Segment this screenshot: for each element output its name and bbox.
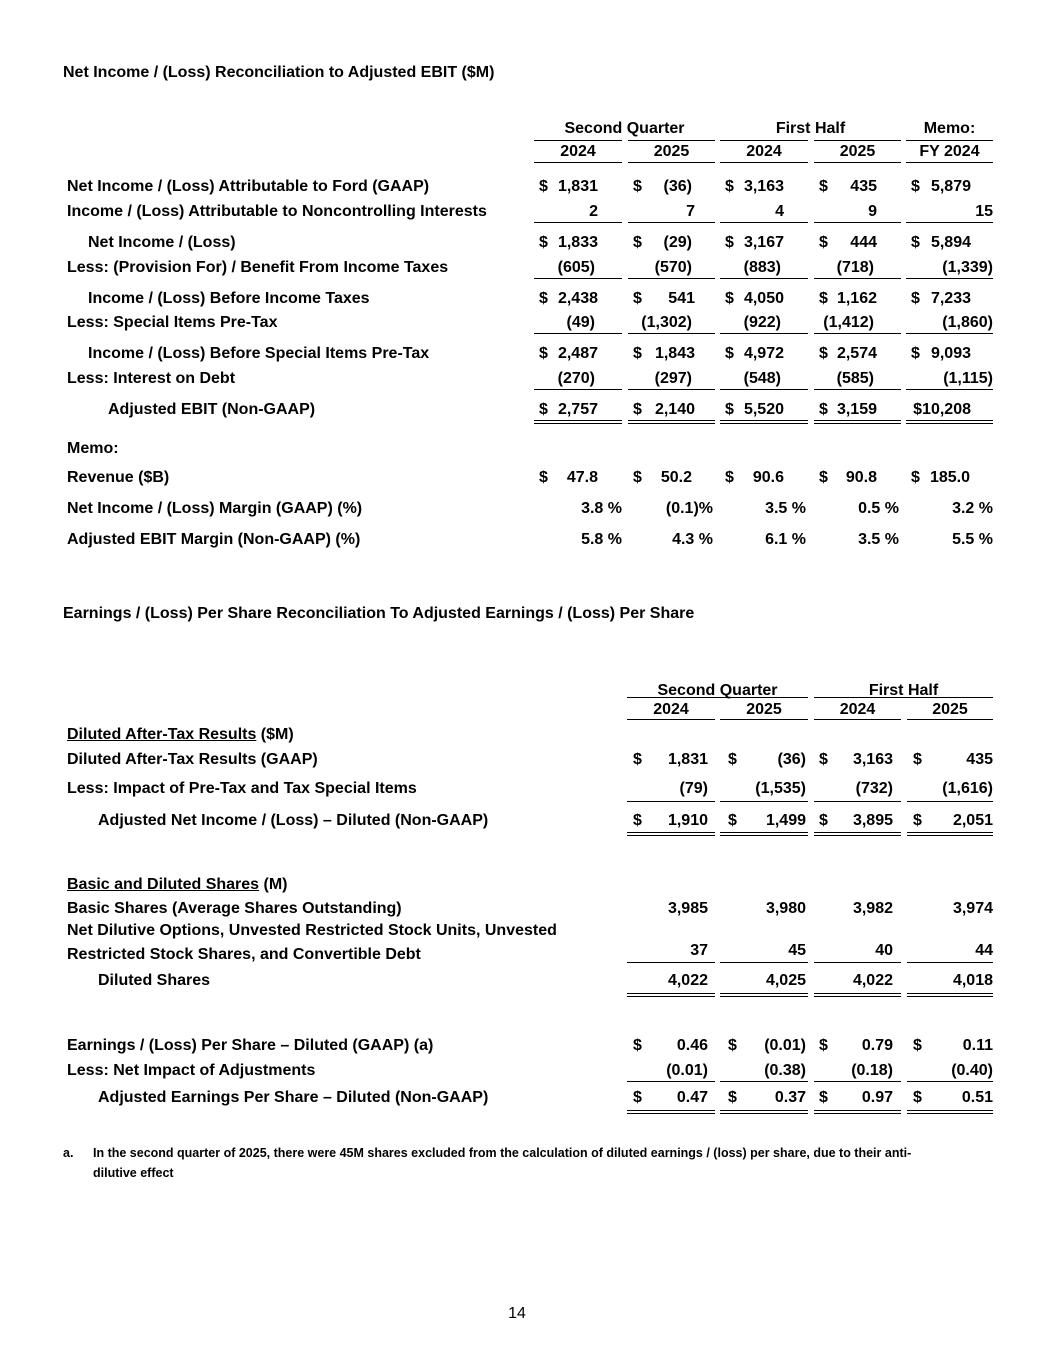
total-double-rule: [814, 993, 901, 997]
table2-row-label: Earnings / (Loss) Per Share – Diluted (GAAP) (a): [67, 1037, 434, 1054]
table2-group-header: First Half: [868, 682, 939, 699]
table1-cell: 1,833: [557, 234, 598, 251]
header-rule: [720, 162, 808, 163]
table2-col-header: 2024: [653, 701, 689, 718]
table1-cell: (1,302): [641, 314, 692, 331]
header-rule: [907, 719, 993, 720]
table1-cell: 15: [975, 203, 993, 220]
table1-cell: 1,162: [836, 290, 877, 307]
table1-cell: (1,115): [943, 370, 993, 387]
header-rule: [627, 719, 715, 720]
table1-cell: (1,339): [942, 259, 993, 276]
subtotal-rule: [814, 1081, 901, 1082]
total-double-rule: [720, 1110, 808, 1114]
table1-cell: 4,972: [743, 345, 784, 362]
dollar-sign: $: [913, 812, 922, 829]
table1-cell: (1,412): [823, 314, 874, 331]
table2-cell: (0.01): [666, 1062, 708, 1079]
dollar-sign: $: [911, 469, 920, 486]
table2-col-header: 2025: [932, 701, 968, 718]
table2-group-header: Second Quarter: [657, 682, 778, 699]
table1-cell: (718): [836, 259, 874, 276]
subtotal-rule: [628, 278, 715, 279]
section-heading-underlined: Basic and Diluted Shares: [67, 876, 260, 893]
table1-cell: (585): [836, 370, 874, 387]
dollar-sign: $: [633, 1037, 642, 1054]
table1-cell: 3,163: [743, 178, 784, 195]
table2-cell: 0.46: [676, 1037, 708, 1054]
dollar-sign: $: [539, 345, 548, 362]
table2-cell: 4,022: [852, 972, 893, 989]
table2-cell: 1,499: [765, 812, 806, 829]
table2-row-label: Diluted After-Tax Results (GAAP): [67, 751, 318, 768]
table1-cell: 444: [850, 234, 877, 251]
header-rule: [814, 719, 901, 720]
dollar-sign: $: [819, 1089, 828, 1106]
table2-cell: 4,022: [667, 972, 708, 989]
table1-cell: (605): [557, 259, 595, 276]
subtotal-rule: [907, 801, 993, 802]
table1-row-label: Income / (Loss) Attributable to Noncontrolling Interests: [67, 203, 487, 220]
header-rule: [720, 719, 808, 720]
table2-row-label-cont: Restricted Stock Shares, and Convertible Debt: [67, 946, 421, 963]
total-double-rule: [627, 993, 715, 997]
table1-cell: 5,879: [930, 178, 971, 195]
subtotal-rule: [814, 278, 901, 279]
dollar-sign: $: [819, 178, 828, 195]
dollar-sign: $: [539, 401, 548, 418]
table2-cell: 0.37: [774, 1089, 806, 1106]
table2-cell: 0.51: [961, 1089, 993, 1106]
table1-row-label: Net Income / (Loss) Attributable to Ford (GAAP): [67, 178, 430, 195]
memo-cell: 3.5 %: [765, 500, 806, 517]
subtotal-rule: [814, 389, 901, 390]
total-double-rule: [720, 832, 808, 836]
table1-cell: (570): [654, 259, 692, 276]
table1-cell: 3,159: [836, 401, 877, 418]
table2-cell: (0.40): [951, 1062, 993, 1079]
memo-cell: 3.2 %: [952, 500, 993, 517]
table1-title: Net Income / (Loss) Reconciliation to Adjusted EBIT ($M): [63, 64, 495, 81]
dollar-sign: $: [819, 751, 828, 768]
subtotal-rule: [534, 278, 622, 279]
dollar-sign: $: [819, 401, 828, 418]
dollar-sign: $: [725, 234, 734, 251]
total-double-rule: [720, 420, 808, 424]
dollar-sign: $: [725, 345, 734, 362]
dollar-sign: $: [913, 751, 922, 768]
subtotal-rule: [720, 389, 808, 390]
table1-cell: 5,520: [743, 401, 784, 418]
total-double-rule: [907, 993, 993, 997]
table2-title: Earnings / (Loss) Per Share Reconciliation To Adjusted Earnings / (Loss) Per Share: [63, 605, 695, 622]
table2-row-label: Adjusted Net Income / (Loss) – Diluted (Non-GAAP): [98, 812, 489, 829]
memo-cell: 47.8: [566, 469, 598, 486]
table2-cell: 1,831: [667, 751, 708, 768]
table2-row-label: Basic Shares (Average Shares Outstanding): [67, 900, 402, 917]
dollar-sign: $: [728, 812, 737, 829]
table2-cell: 3,895: [852, 812, 893, 829]
header-rule: [720, 140, 808, 141]
table1-cell: 9: [868, 203, 877, 220]
table1-cell: (548): [743, 370, 781, 387]
total-double-rule: [628, 420, 715, 424]
subtotal-rule: [628, 389, 715, 390]
table1-row-label: Less: Interest on Debt: [67, 370, 236, 387]
memo-cell: 3.5 %: [858, 531, 899, 548]
memo-row-label: Revenue ($B): [67, 469, 170, 486]
table1-col-header: 2024: [560, 143, 596, 160]
dollar-sign: $: [633, 812, 642, 829]
table2-row-label: Less: Impact of Pre-Tax and Tax Special Items: [67, 780, 417, 797]
table1-row-label: Income / (Loss) Before Special Items Pre-Tax: [88, 345, 430, 362]
section-heading-after-tax: [67, 726, 294, 744]
table2-cell: (0.38): [764, 1062, 806, 1079]
table1-cell: 1,831: [557, 178, 598, 195]
dollar-sign: $: [633, 234, 642, 251]
subtotal-rule: [628, 333, 715, 334]
subtotal-rule: [906, 389, 993, 390]
memo-label: Memo:: [67, 440, 119, 457]
memo-row-label: Net Income / (Loss) Margin (GAAP) (%): [67, 500, 363, 517]
table1-cell: 2,438: [557, 290, 598, 307]
dollar-sign: $: [913, 1089, 922, 1106]
table1-group-header: Memo:: [923, 120, 976, 137]
dollar-sign: $: [539, 178, 548, 195]
subtotal-rule: [814, 222, 901, 223]
dollar-sign: $: [728, 1089, 737, 1106]
table2-cell: (1,535): [755, 780, 806, 797]
table2-cell: 0.97: [861, 1089, 893, 1106]
table1-cell: (1,860): [942, 314, 993, 331]
page-number: 14: [508, 1305, 526, 1322]
table1-cell: 1,843: [654, 345, 695, 362]
memo-cell: 4.3 %: [672, 531, 713, 548]
table2-cell: 4,018: [952, 972, 993, 989]
subtotal-rule: [907, 1081, 993, 1082]
table1-cell: 4: [775, 203, 784, 220]
header-rule: [534, 162, 622, 163]
memo-cell: 5.8 %: [581, 531, 622, 548]
dollar-sign: $: [911, 290, 920, 307]
dollar-sign: $: [819, 469, 828, 486]
dollar-sign: $: [725, 178, 734, 195]
total-double-rule: [814, 832, 901, 836]
header-rule: [628, 140, 715, 141]
subtotal-rule: [627, 962, 715, 963]
subtotal-rule: [814, 333, 901, 334]
table2-cell: 45: [788, 942, 806, 959]
table1-row-label: Less: Special Items Pre-Tax: [67, 314, 278, 331]
table1-cell: (922): [743, 314, 781, 331]
table2-cell: 3,974: [952, 900, 993, 917]
subtotal-rule: [720, 222, 808, 223]
table1-col-header: 2024: [746, 143, 782, 160]
table1-cell: (49): [566, 314, 595, 331]
dollar-sign: $: [725, 290, 734, 307]
table1-col-header: FY 2024: [919, 143, 980, 160]
subtotal-rule: [814, 962, 901, 963]
subtotal-rule: [814, 801, 901, 802]
table2-row-label: Adjusted Earnings Per Share – Diluted (Non-GAAP): [98, 1089, 489, 1106]
table1-cell: 2,757: [557, 401, 598, 418]
dollar-sign: $: [725, 401, 734, 418]
table1-cell: 3,167: [743, 234, 784, 251]
total-double-rule: [534, 420, 622, 424]
table1-cell: 7,233: [930, 290, 971, 307]
table1-cell: 541: [668, 290, 695, 307]
table2-cell: 40: [875, 942, 893, 959]
total-double-rule: [907, 1110, 993, 1114]
table1-cell: 9,093: [930, 345, 971, 362]
subtotal-rule: [907, 962, 993, 963]
dollar-sign: $: [633, 345, 642, 362]
table2-cell: 435: [966, 751, 993, 768]
memo-cell: 90.8: [845, 469, 877, 486]
table2-cell: (732): [855, 780, 893, 797]
table2-col-header: 2024: [839, 701, 876, 718]
table2-cell: (0.01): [764, 1037, 806, 1054]
dollar-sign: $: [911, 345, 920, 362]
memo-cell: 5.5 %: [952, 531, 993, 548]
section-heading-suffix: (M): [259, 876, 288, 893]
dollar-sign: $: [913, 1037, 922, 1054]
section-heading-underlined: Diluted After-Tax Results: [67, 726, 257, 743]
table1-row-label: Income / (Loss) Before Income Taxes: [88, 290, 370, 307]
dollar-sign: $: [819, 345, 828, 362]
table2-cell: 3,982: [852, 900, 893, 917]
table1-group-header: First Half: [775, 120, 846, 137]
total-double-rule: [906, 420, 993, 424]
section-heading-shares: [67, 876, 288, 894]
table2-row-label: Net Dilutive Options, Unvested Restricted Stock Units, Unvested: [67, 922, 557, 939]
total-double-rule: [627, 832, 715, 836]
table2-cell: 3,163: [852, 751, 893, 768]
table2-cell: (1,616): [942, 780, 993, 797]
dollar-sign: $: [633, 751, 642, 768]
table1-cell: (29): [663, 234, 692, 251]
subtotal-rule: [720, 801, 808, 802]
dollar-sign: $: [633, 290, 642, 307]
header-rule: [906, 162, 993, 163]
total-double-rule: [720, 993, 808, 997]
subtotal-rule: [720, 278, 808, 279]
dollar-sign: $: [819, 1037, 828, 1054]
table1-cell: (883): [743, 259, 781, 276]
table1-col-header: 2025: [653, 143, 690, 160]
dollar-sign: $: [819, 290, 828, 307]
table1-cell: $10,208: [913, 401, 971, 418]
footnote-text: In the second quarter of 2025, there were 45M shares excluded from the calculation of diluted earnings / (loss) per share, due to their anti-: [93, 1146, 912, 1160]
table1-cell: (36): [663, 178, 692, 195]
table2-cell: (79): [679, 780, 708, 797]
memo-cell: 90.6: [752, 469, 784, 486]
table2-cell: (0.18): [851, 1062, 893, 1079]
table1-cell: 5,894: [930, 234, 971, 251]
subtotal-rule: [906, 333, 993, 334]
total-double-rule: [814, 420, 901, 424]
memo-cell: 3.8 %: [581, 500, 622, 517]
memo-cell: 185.0: [929, 469, 970, 486]
subtotal-rule: [628, 222, 715, 223]
subtotal-rule: [627, 1081, 715, 1082]
table2-cell: 1,910: [667, 812, 708, 829]
table2-cell: 4,025: [765, 972, 806, 989]
dollar-sign: $: [539, 290, 548, 307]
dollar-sign: $: [539, 469, 548, 486]
subtotal-rule: [906, 278, 993, 279]
table2-cell: 0.79: [861, 1037, 893, 1054]
table1-row-label: Adjusted EBIT (Non-GAAP): [108, 401, 316, 418]
table2-cell: 2,051: [952, 812, 993, 829]
dollar-sign: $: [633, 1089, 642, 1106]
table1-cell: 2,487: [557, 345, 598, 362]
table2-col-header: 2025: [746, 701, 782, 718]
table1-cell: 2: [589, 203, 598, 220]
memo-cell: 50.2: [660, 469, 692, 486]
table2-cell: 0.47: [676, 1089, 708, 1106]
table1-cell: 2,140: [654, 401, 695, 418]
footnote-text-cont: dilutive effect: [93, 1166, 174, 1180]
subtotal-rule: [720, 1081, 808, 1082]
subtotal-rule: [534, 222, 622, 223]
table1-col-header: 2025: [839, 143, 876, 160]
header-rule: [814, 162, 901, 163]
subtotal-rule: [534, 389, 622, 390]
table2-cell: 44: [975, 942, 993, 959]
dollar-sign: $: [539, 234, 548, 251]
table1-cell: 4,050: [743, 290, 784, 307]
table1-cell: (297): [654, 370, 692, 387]
memo-cell: 6.1 %: [765, 531, 806, 548]
header-rule: [534, 140, 622, 141]
dollar-sign: $: [728, 1037, 737, 1054]
footnote-marker: a.: [63, 1146, 74, 1160]
dollar-sign: $: [911, 234, 920, 251]
memo-row-label: Adjusted EBIT Margin (Non-GAAP) (%): [67, 531, 361, 548]
table1-group-header: Second Quarter: [564, 120, 685, 137]
header-rule: [906, 140, 993, 141]
header-rule: [814, 140, 901, 141]
dollar-sign: $: [633, 401, 642, 418]
dollar-sign: $: [633, 178, 642, 195]
dollar-sign: $: [725, 469, 734, 486]
table1-row-label: Net Income / (Loss): [88, 234, 236, 251]
header-rule: [628, 162, 715, 163]
table1-row-label: Less: (Provision For) / Benefit From Income Taxes: [67, 259, 449, 276]
table2-cell: 3,980: [765, 900, 806, 917]
section-heading-suffix: ($M): [256, 726, 294, 743]
subtotal-rule: [720, 333, 808, 334]
table2-cell: 3,985: [667, 900, 708, 917]
memo-cell: 0.5 %: [858, 500, 899, 517]
table2-cell: (36): [777, 751, 806, 768]
table1-cell: 435: [850, 178, 877, 195]
table2-cell: 0.11: [962, 1037, 993, 1054]
table2-row-label: Less: Net Impact of Adjustments: [67, 1062, 316, 1079]
subtotal-rule: [720, 962, 808, 963]
dollar-sign: $: [819, 812, 828, 829]
table2-row-label: Diluted Shares: [98, 972, 211, 989]
dollar-sign: $: [728, 751, 737, 768]
dollar-sign: $: [911, 178, 920, 195]
subtotal-rule: [627, 801, 715, 802]
total-double-rule: [907, 832, 993, 836]
table1-cell: (270): [557, 370, 595, 387]
dollar-sign: $: [819, 234, 828, 251]
subtotal-rule: [906, 222, 993, 223]
subtotal-rule: [534, 333, 622, 334]
total-double-rule: [627, 1110, 715, 1114]
table1-cell: 7: [686, 203, 695, 220]
table2-cell: 37: [690, 942, 708, 959]
memo-cell: (0.1)%: [665, 500, 713, 517]
total-double-rule: [814, 1110, 901, 1114]
dollar-sign: $: [633, 469, 642, 486]
table1-cell: 2,574: [836, 345, 877, 362]
